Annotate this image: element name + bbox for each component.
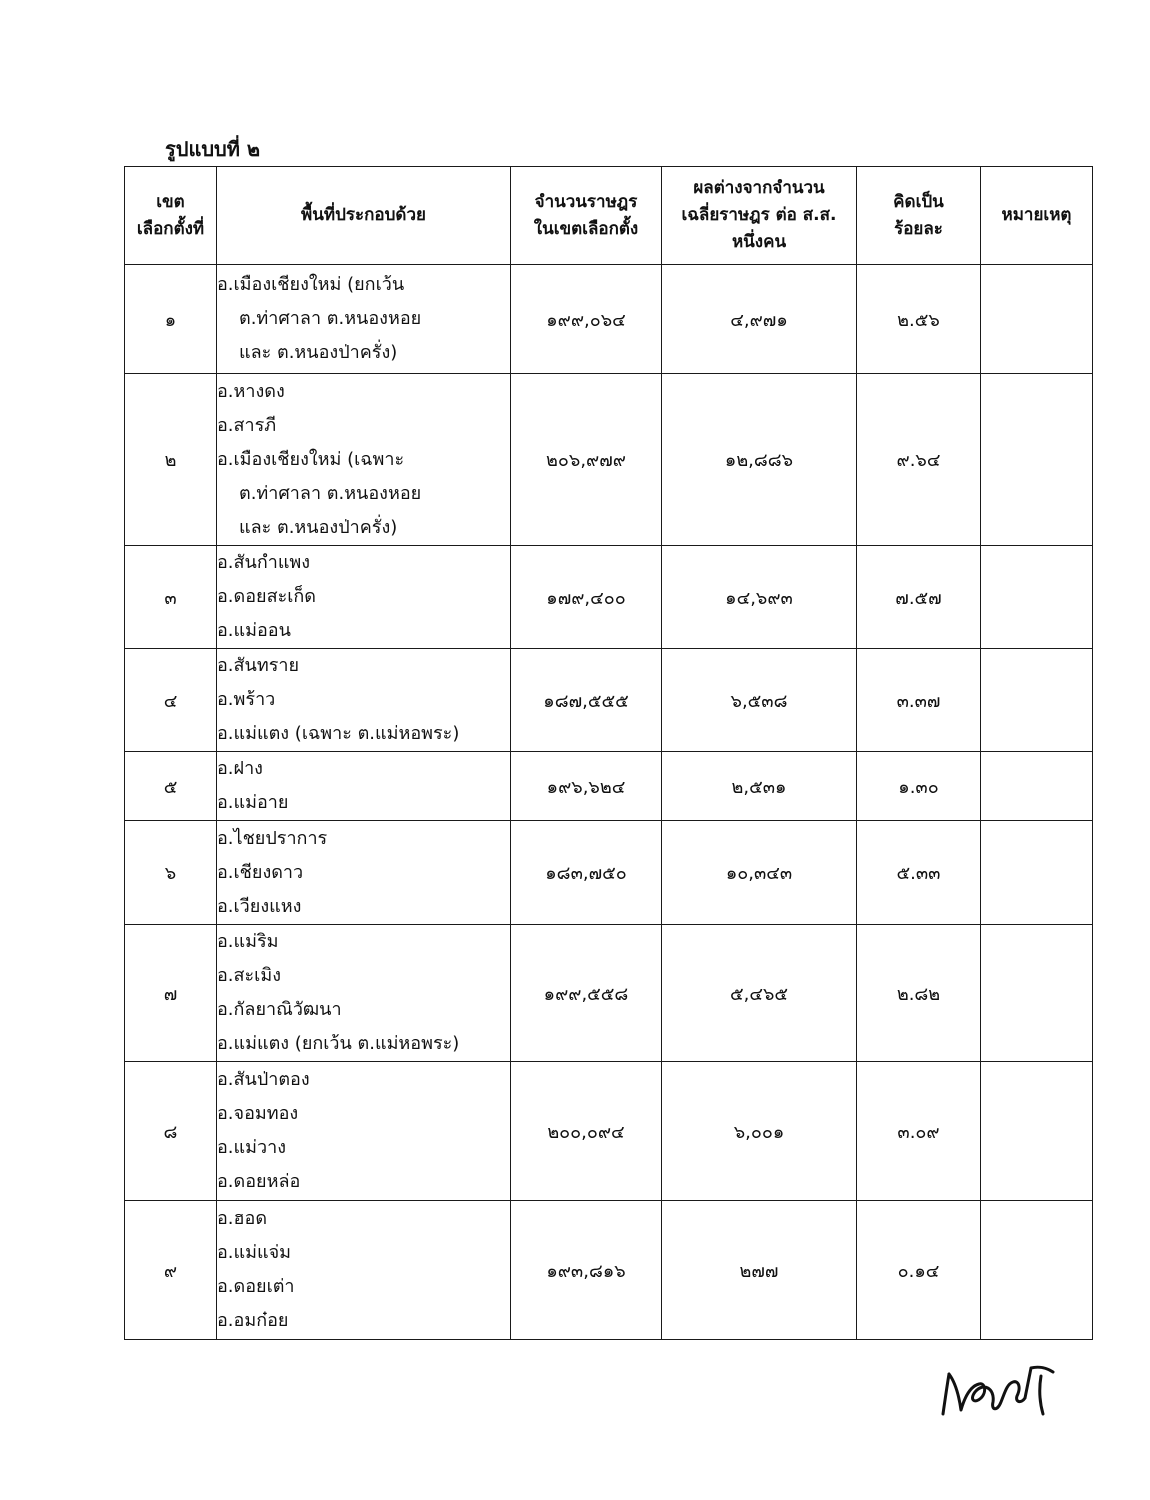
area-line: อ.แม่วาง	[217, 1137, 287, 1158]
area-line: อ.ฮอด	[217, 1208, 268, 1229]
area-cell	[217, 265, 511, 374]
remark-value	[981, 546, 1093, 649]
area-line: อ.เวียงแหง	[217, 895, 302, 917]
area-line: อ.กัลยาณิวัฒนา	[217, 999, 342, 1020]
header-line: เขต	[156, 191, 185, 212]
area-cell	[217, 1062, 511, 1201]
district-table	[124, 166, 1093, 1340]
difference-value: ๑๒,๘๘๖	[662, 374, 857, 546]
document-title: รูปแบบที่ ๒	[165, 137, 261, 161]
header-percent	[857, 167, 981, 265]
district-number: ๑	[125, 265, 217, 374]
percent-value: ๙.๖๔	[857, 374, 981, 546]
area-cell	[217, 752, 511, 821]
signature-icon	[935, 1352, 1065, 1422]
header-line: ในเขตเลือกตั้ง	[533, 218, 639, 239]
area-line: อ.ดอยเต่า	[217, 1276, 295, 1297]
area-line: อ.สะเมิง	[217, 965, 281, 986]
remark-value	[981, 649, 1093, 752]
remark-value	[981, 1062, 1093, 1201]
population-value: ๑๙๙,๐๖๔	[511, 265, 662, 374]
header-district	[125, 167, 217, 265]
area-line: อ.จอมทอง	[217, 1103, 299, 1124]
area-cell	[217, 649, 511, 752]
table-row	[125, 752, 1093, 821]
area-line: อ.พร้าว	[217, 689, 276, 710]
area-line: อ.แม่ริม	[217, 931, 279, 952]
district-number: ๒	[125, 374, 217, 546]
area-line: อ.หางดง	[217, 380, 285, 402]
percent-value: ๑.๓๐	[857, 752, 981, 821]
percent-value: ๒.๘๒	[857, 925, 981, 1062]
area-line: อ.สันทราย	[217, 655, 300, 676]
header-line: หมายเหตุ	[1001, 205, 1072, 225]
area-line: อ.แม่แตง (เฉพาะ ต.แม่หอพระ)	[217, 723, 460, 744]
difference-value: ๑๐,๓๔๓	[662, 821, 857, 925]
district-number: ๕	[125, 752, 217, 821]
district-number: ๙	[125, 1201, 217, 1340]
header-remark	[981, 167, 1093, 265]
area-line: อ.อมก๋อย	[217, 1310, 289, 1331]
percent-value: ๐.๑๔	[857, 1201, 981, 1340]
population-value: ๒๐๖,๙๗๙	[511, 374, 662, 546]
remark-value	[981, 1201, 1093, 1340]
table-row	[125, 925, 1093, 1062]
header-line: เฉลี่ยราษฎร ต่อ ส.ส.	[681, 205, 837, 225]
area-cell	[217, 821, 511, 925]
district-number: ๘	[125, 1062, 217, 1201]
table-row	[125, 649, 1093, 752]
header-line: ผลต่างจากจำนวน	[693, 178, 825, 198]
area-line: อ.ไชยปราการ	[217, 827, 328, 849]
percent-value: ๕.๓๓	[857, 821, 981, 925]
area-line: อ.เมืองเชียงใหม่ (เฉพาะ	[217, 448, 405, 470]
table-row	[125, 374, 1093, 546]
population-value: ๑๙๙,๕๕๘	[511, 925, 662, 1062]
area-line: อ.แม่อาย	[217, 792, 289, 813]
table-row	[125, 546, 1093, 649]
population-value: ๑๗๙,๔๐๐	[511, 546, 662, 649]
remark-value	[981, 925, 1093, 1062]
population-value: ๒๐๐,๐๙๔	[511, 1062, 662, 1201]
difference-value: ๔,๙๗๑	[662, 265, 857, 374]
percent-value: ๗.๕๗	[857, 546, 981, 649]
difference-value: ๕,๔๖๕	[662, 925, 857, 1062]
header-line: จำนวนราษฎร	[534, 191, 638, 212]
table-header-row	[125, 167, 1093, 265]
table-row	[125, 1062, 1093, 1201]
area-cell	[217, 374, 511, 546]
district-number: ๓	[125, 546, 217, 649]
header-area	[217, 167, 511, 265]
district-number: ๔	[125, 649, 217, 752]
area-line: อ.สารภี	[217, 414, 277, 436]
area-line: อ.เชียงดาว	[217, 861, 304, 883]
area-line: และ ต.หนองป่าครั่ง)	[239, 342, 398, 363]
area-cell	[217, 546, 511, 649]
remark-value	[981, 752, 1093, 821]
table-body	[125, 265, 1093, 1340]
district-number: ๖	[125, 821, 217, 925]
percent-value: ๒.๕๖	[857, 265, 981, 374]
difference-value: ๑๔,๖๙๓	[662, 546, 857, 649]
area-line: อ.สันป่าตอง	[217, 1069, 310, 1090]
area-line: และ ต.หนองป่าครั่ง)	[239, 516, 398, 538]
difference-value: ๖,๕๓๘	[662, 649, 857, 752]
area-cell	[217, 925, 511, 1062]
header-line: คิดเป็น	[893, 191, 944, 212]
remark-value	[981, 265, 1093, 374]
population-value: ๑๘๗,๕๕๕	[511, 649, 662, 752]
area-line: อ.แม่แตง (ยกเว้น ต.แม่หอพระ)	[217, 1033, 460, 1054]
area-line: ต.ท่าศาลา ต.หนองหอย	[239, 482, 422, 504]
header-difference	[662, 167, 857, 265]
population-value: ๑๙๓,๘๑๖	[511, 1201, 662, 1340]
area-cell	[217, 1201, 511, 1340]
table-row	[125, 265, 1093, 374]
percent-value: ๓.๓๗	[857, 649, 981, 752]
table-row	[125, 1201, 1093, 1340]
header-population	[511, 167, 662, 265]
difference-value: ๒,๕๓๑	[662, 752, 857, 821]
population-value: ๑๙๖,๖๒๔	[511, 752, 662, 821]
remark-value	[981, 821, 1093, 925]
area-line: อ.ฝาง	[217, 758, 263, 779]
area-line: อ.ดอยหล่อ	[217, 1171, 301, 1192]
district-number: ๗	[125, 925, 217, 1062]
header-line: ร้อยละ	[894, 218, 943, 239]
table-row	[125, 821, 1093, 925]
area-line: อ.ดอยสะเก็ด	[217, 586, 316, 607]
area-line: อ.แม่ออน	[217, 620, 291, 641]
population-value: ๑๘๓,๗๕๐	[511, 821, 662, 925]
area-line: อ.สันกำแพง	[217, 552, 311, 573]
remark-value	[981, 374, 1093, 546]
difference-value: ๒๗๗	[662, 1201, 857, 1340]
header-line: พื้นที่ประกอบด้วย	[301, 205, 426, 225]
difference-value: ๖,๐๐๑	[662, 1062, 857, 1201]
area-line: ต.ท่าศาลา ต.หนองหอย	[239, 308, 422, 329]
header-line: หนึ่งคน	[731, 232, 787, 252]
header-line: เลือกตั้งที่	[136, 218, 205, 239]
area-line: อ.แม่แจ่ม	[217, 1242, 292, 1263]
area-line: อ.เมืองเชียงใหม่ (ยกเว้น	[217, 274, 405, 295]
percent-value: ๓.๐๙	[857, 1062, 981, 1201]
